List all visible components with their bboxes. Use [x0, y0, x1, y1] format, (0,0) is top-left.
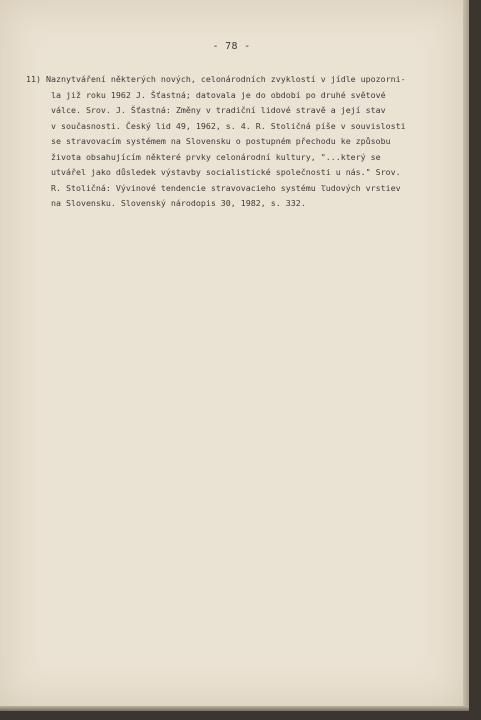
footnote-line: válce. Srov. J. Šťastná: Změny v tradiční lidové stravě a její stav	[26, 105, 386, 115]
footnote-line: na Slovensku. Slovenský národopis 30, 1982, s. 332.	[26, 198, 306, 208]
footnote-line: la již roku 1962 J. Šťastná; datovala je do období po druhé světové	[26, 89, 386, 100]
footnote-line: života obsahujícím některé prvky celonárodní kultury, "...který se	[26, 151, 381, 162]
footnote-line: R. Stoličná: Vývinové tendencie stravovacieho systému ľudových vrstiev	[26, 182, 401, 193]
footnote-line: 11) Naznytváření některých nových, celonárodních zvyklostí v jídle upozorni-	[26, 74, 406, 84]
footnote-line: se stravovacím systémem na Slovensku o postupném přechodu ke způsobu	[26, 136, 391, 146]
footnote-line: utvářel jako důsledek výstavby socialistické společnosti u nás." Srov.	[26, 167, 401, 177]
paper-edge-bottom	[0, 706, 469, 711]
page-number: - 78 -	[212, 41, 251, 52]
footnote-11	[26, 72, 416, 212]
paper-edge-right	[463, 0, 469, 706]
footnote-line: v současnosti. Český lid 49, 1962, s. 4. R. Stoličná píše v souvislosti	[26, 120, 406, 131]
